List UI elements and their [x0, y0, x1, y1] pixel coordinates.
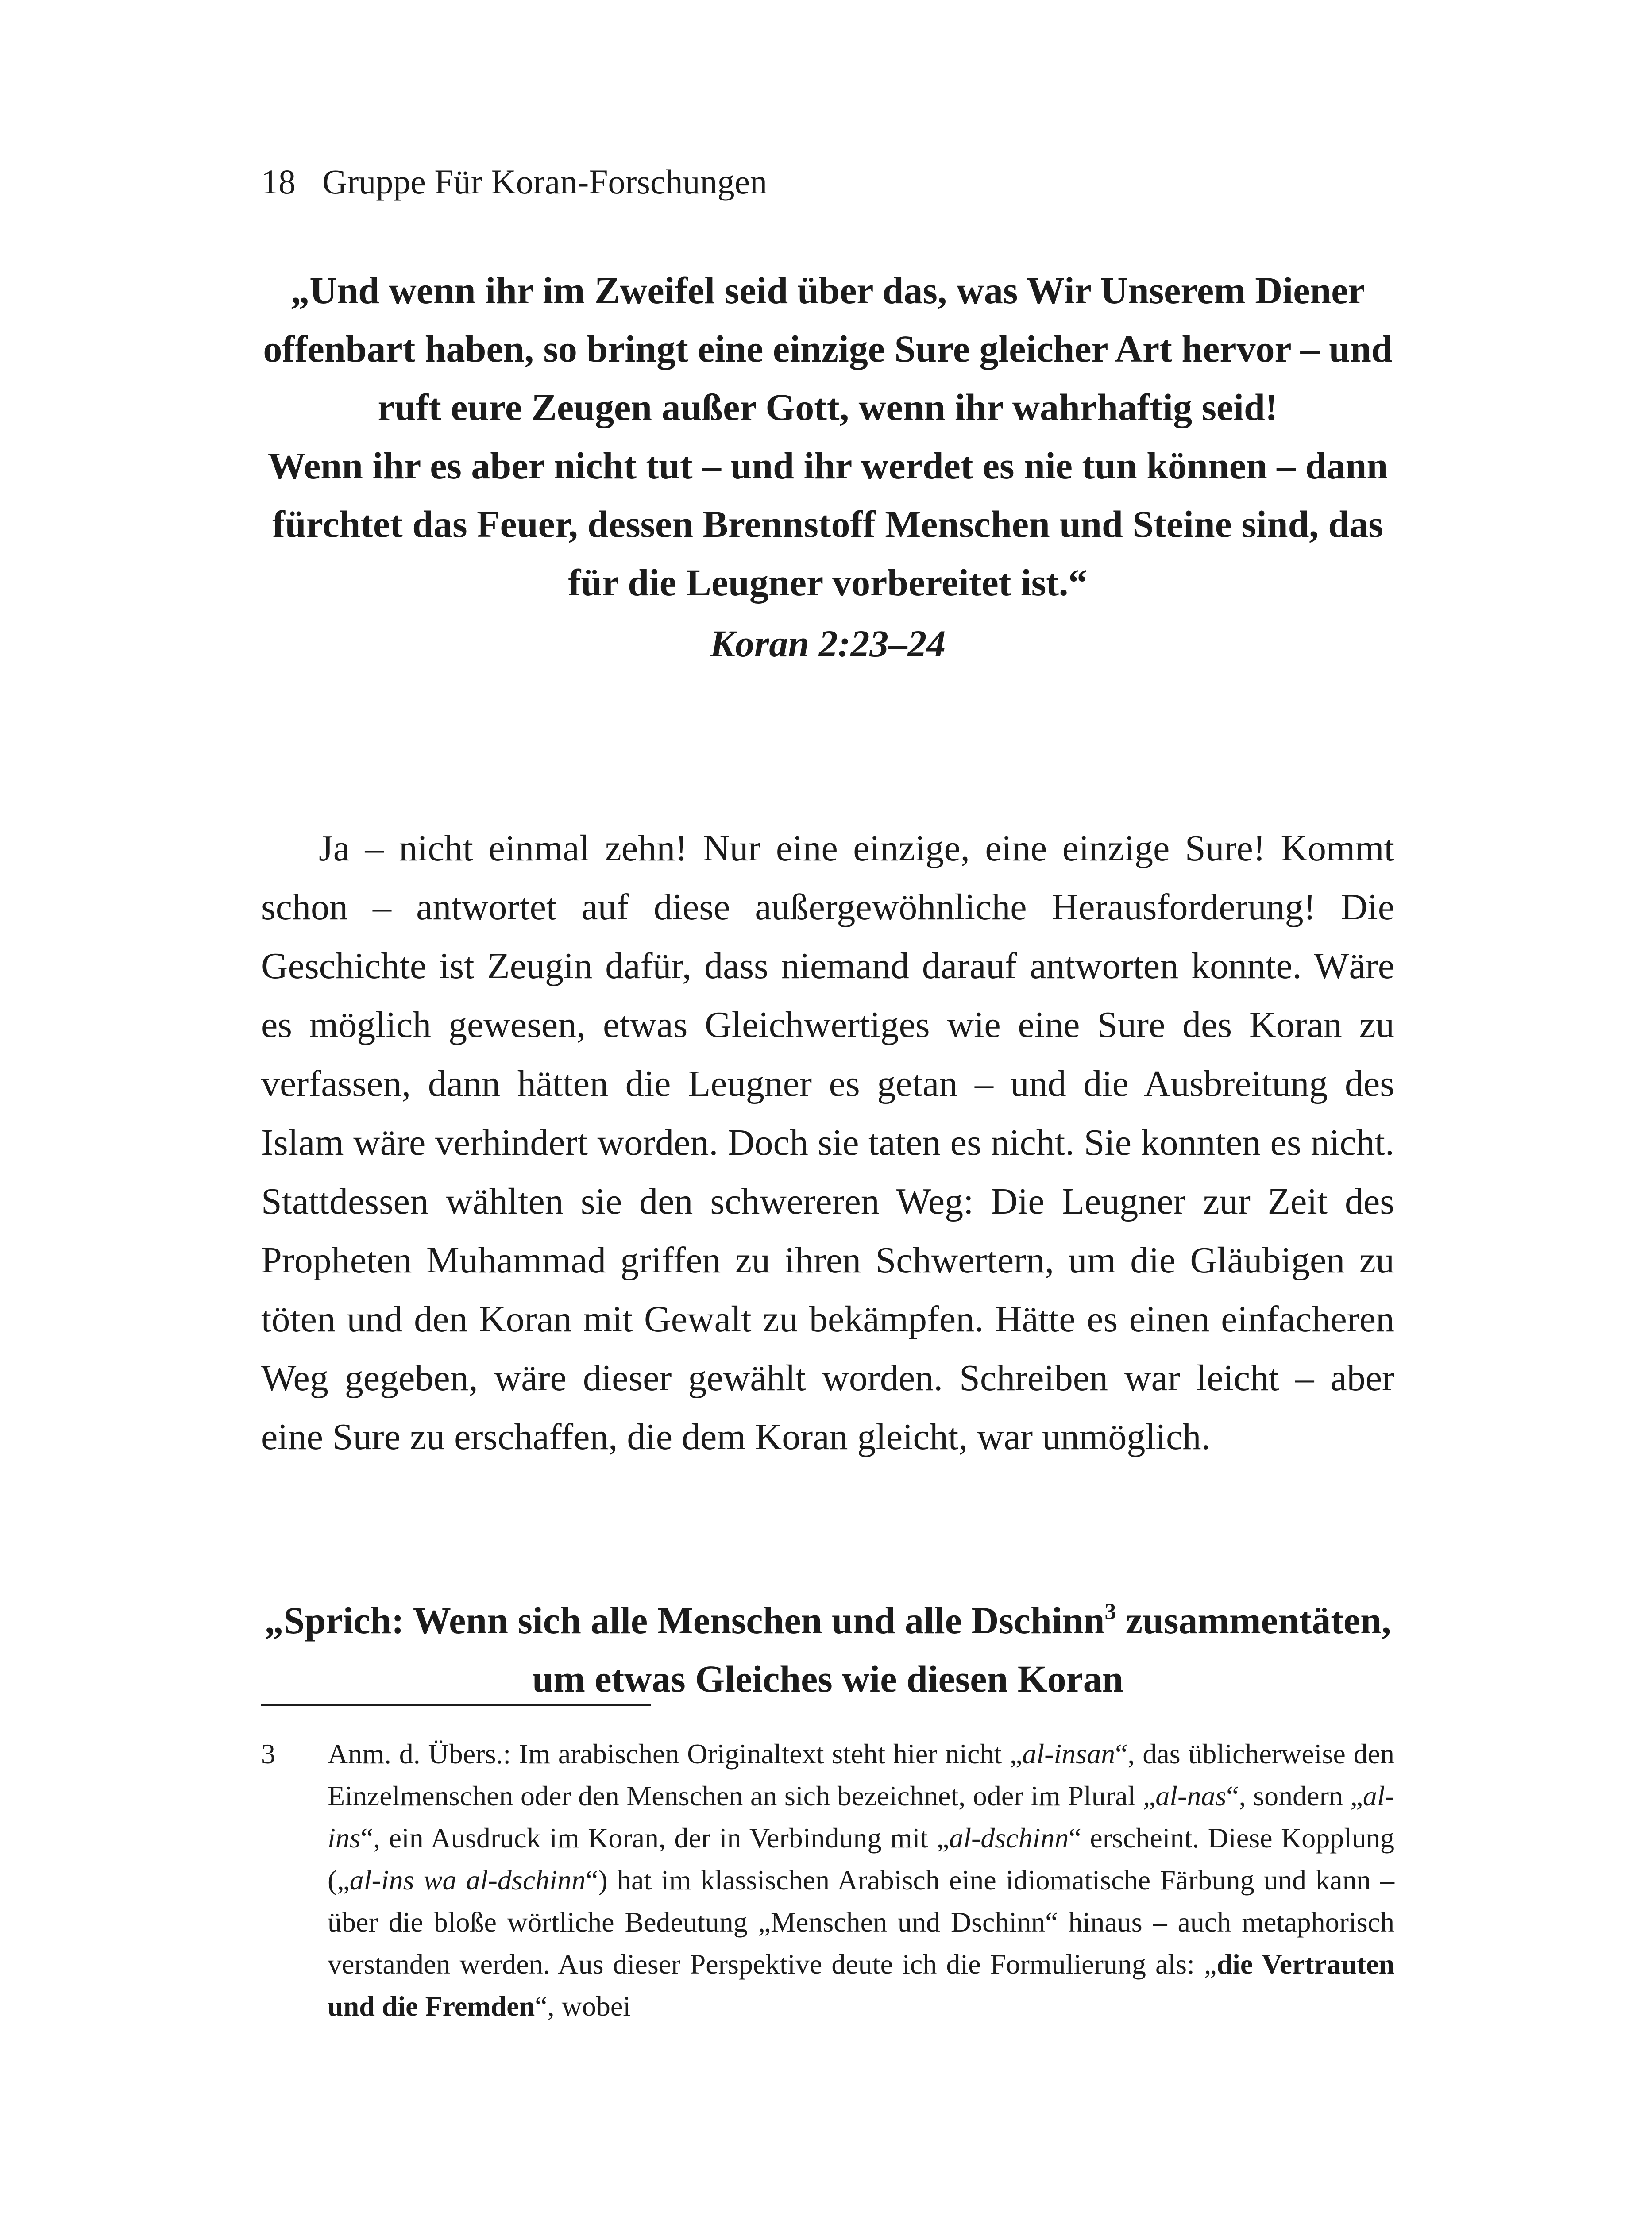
quote2-text-end: zusammentäten, um etwas Gleiches wie diesen Koran [532, 1599, 1391, 1700]
footnote-text-part: “, wobei [535, 1990, 631, 2022]
footnote-term: al-insan [1022, 1738, 1115, 1770]
footnote-text-part: Anm. d. Übers.: Im arabischen Originaltext steht hier nicht „ [328, 1738, 1023, 1770]
quran-quote-block [261, 261, 1394, 673]
footnote-term: al-ins [328, 1780, 1395, 1854]
quote-paragraph-2: Wenn ihr es aber nicht tut – und ihr werdet es nie tun können – dann fürchtet das Feuer, dessen Brennstoff Menschen und Steine sind, das für die Leugner vorbereitet ist.“ [267, 444, 1388, 604]
page-number: 18 [261, 162, 296, 201]
running-header [261, 162, 768, 201]
quote-paragraph-1: „Und wenn ihr im Zweifel seid über das, was Wir Unserem Diener offenbart haben, so bringt eine einzige Sure gleicher Art hervor – und ruft eure Zeugen außer Gott, wenn ihr wahrhaftig seid! [263, 269, 1393, 428]
footnote-number: 3 [261, 1738, 275, 1770]
footnote-term: al-nas [1155, 1780, 1227, 1812]
footnote-term: al-dschinn [949, 1822, 1069, 1854]
footnote [261, 1733, 1394, 2027]
quote-source: Koran 2:23–24 [710, 622, 946, 665]
footnote-term: al-ins wa al-dschinn [349, 1864, 586, 1896]
footnote-text-part: “, sondern „ [1226, 1780, 1363, 1812]
footnote-text-part: “ erscheint. Diese Kopplung („ [328, 1822, 1395, 1896]
footnote-emphasis: die Vertrauten und die Fremden [328, 1948, 1395, 2022]
footnote-text-part: “) hat im klassischen Arabisch eine idiomatische Färbung und kann – über die bloße wörtliche Bedeutung „Menschen und Dschinn“ hinaus – auch metaphorisch verstanden werden. Aus dieser Perspektive deute ich die Formulierung als: „ [328, 1864, 1395, 1980]
footnote-text-part: “, ein Ausdruck im Koran, der in Verbindung mit „ [360, 1822, 950, 1854]
quran-quote-block-2 [261, 1591, 1394, 1708]
footnote-reference[interactable]: 3 [1104, 1599, 1116, 1624]
footnote-text-part: “, das üblicherweise den Einzelmenschen oder den Menschen an sich bezeichnet, oder im Plural „ [328, 1738, 1395, 1812]
footnote-text [328, 1733, 1394, 2027]
running-title: Gruppe Für Koran-Forschungen [322, 162, 768, 201]
body-paragraph: Ja – nicht einmal zehn! Nur eine einzige, eine einzige Sure! Kommt schon – antwortet auf diese außergewöhnliche Herausforderung! Die Geschichte ist Zeugin dafür, dass niemand darauf antworten konnte. Wäre es möglich gewesen, etwas Gleichwertiges wie eine Sure des Koran zu verfassen, dann hätten die Leugner es getan – und die Ausbreitung des Islam wäre verhindert worden. Doch sie taten es nicht. Sie konnten es nicht. Stattdessen wählten sie den schwereren Weg: Die Leugner zur Zeit des Propheten Muhammad griffen zu ihren Schwertern, um die Gläubigen zu töten und den Koran mit Gewalt zu bekämpfen. Hätte es einen einfacheren Weg gegeben, wäre dieser gewählt worden. Schreiben war leicht – aber eine Sure zu erschaffen, die dem Koran gleicht, war unmöglich. [261, 828, 1394, 1457]
footnote-separator [261, 1704, 651, 1706]
quote2-text-start: „Sprich: Wenn sich alle Menschen und alle Dschinn [264, 1599, 1105, 1642]
